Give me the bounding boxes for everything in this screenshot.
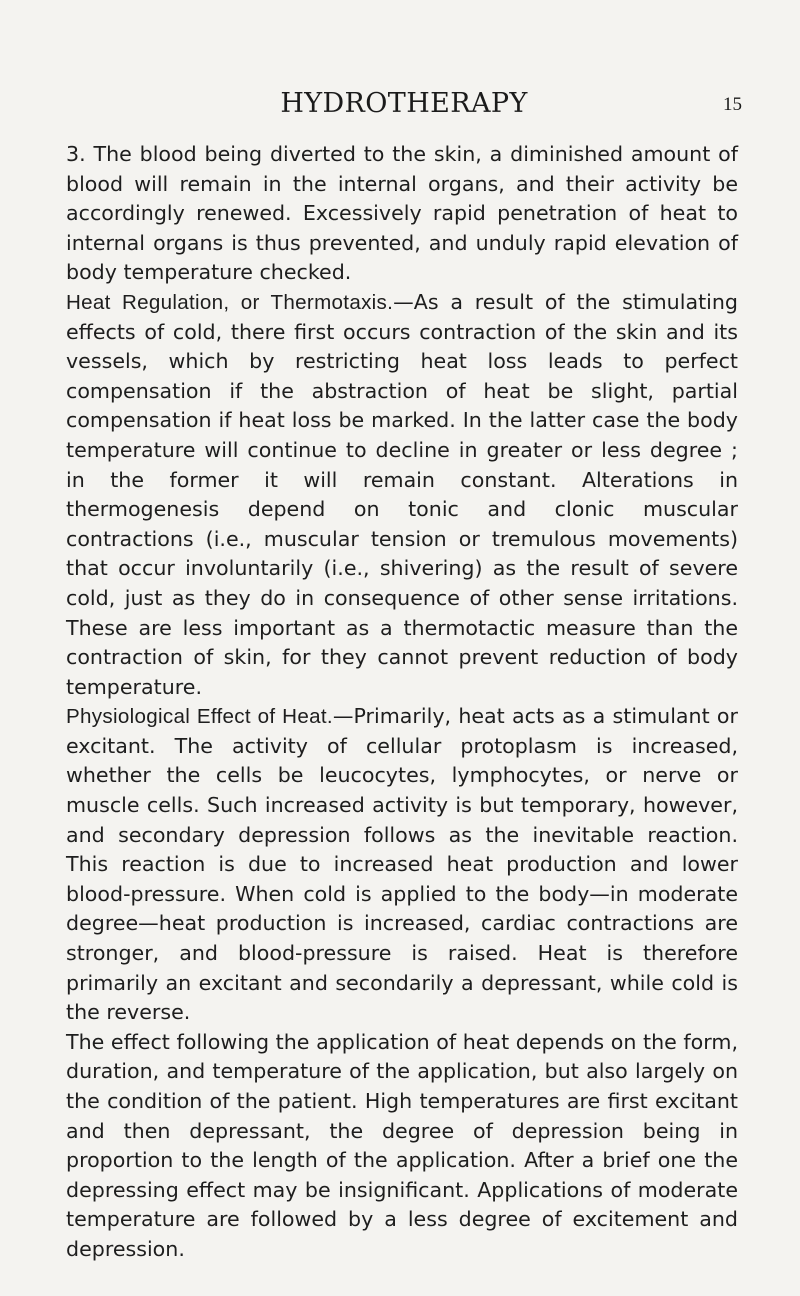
body-text (66, 140, 738, 1265)
paragraph-heat-regulation (66, 288, 738, 702)
running-head: HYDROTHERAPY (280, 88, 528, 119)
paragraph-effect-following (66, 1028, 738, 1265)
paragraph-physiological-effect (66, 702, 738, 1028)
heat-regulation-text: —As a result of the stimulating effects of cold, there first occurs contraction of the skin and its vessels, which by restricting heat loss leads to perfect compensation if the abstraction of heat be slight, partial compensation if heat loss be marked. In the latter case the body temperature will continue to decline in greater or less degree ; in the former it will remain constant. Alterations in thermogenesis depend on tonic and clonic muscular contractions (i.e., muscular tension or tremulous movements) that occur involuntarily (i.e., shivering) as the result of severe cold, just as they do in consequence of other sense irritations. These are less important as a thermotactic measure than the contraction of skin, for they cannot prevent reduction of body temperature. (66, 289, 738, 699)
effect-following-text: The effect following the application of heat depends on the form, duration, and temperature of the application, but also largely on the condition of the patient. High temperatures are first excitant and then depressant, the degree of depression being in proportion to the length of the application. After a brief one the depressing effect may be insignificant. Applications of moderate temperature are followed by a less degree of excitement and depression. (66, 1029, 738, 1261)
page-number: 15 (723, 94, 742, 115)
paragraph-1 (66, 140, 738, 288)
physiological-effect-heading: Physiological Effect of Heat. (66, 705, 333, 729)
paragraph-1-text: 3. The blood being diverted to the skin, a diminished amount of blood will remain in the internal organs, and their activity be accordingly renewed. Excessively rapid penetration of heat to internal organs is thus prevented, and unduly rapid elevation of body temperature checked. (66, 142, 738, 285)
page-header (66, 88, 742, 128)
heat-regulation-heading: Heat Regulation, or Thermotaxis. (66, 290, 394, 314)
physiological-effect-text: —Primarily, heat acts as a stimulant or excitant. The activity of cellular protoplasm is increased, whether the cells be leucocytes, lymphocytes, or nerve or muscle cells. Such increased activity is but temporary, however, and secondary depression follows as the inevitable reaction. This reaction is due to increased heat production and lower blood-pressure. When cold is applied to the body—in moderate degree—heat production is increased, cardiac contractions are stronger, and blood-pressure is raised. Heat is therefore primarily an excitant and secondarily a depressant, while cold is the reverse. (66, 704, 738, 1025)
